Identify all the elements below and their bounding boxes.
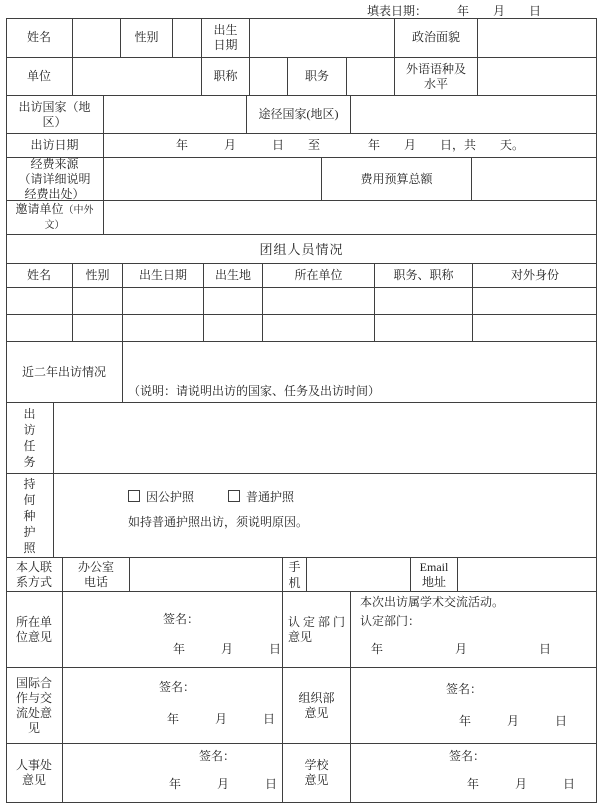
recent-visits-label: 近二年出访情况 bbox=[6, 342, 123, 403]
label-line: 外语语种及 bbox=[405, 61, 466, 76]
inviting-unit-label bbox=[6, 201, 104, 235]
member-cell[interactable] bbox=[6, 288, 73, 315]
member-col-birthplace: 出生地 bbox=[204, 264, 263, 288]
fill-date-header: 填表日期： 年 月 日 bbox=[367, 4, 542, 18]
signature-label: 签名： bbox=[446, 682, 483, 696]
label-line: （请详细说明 bbox=[18, 171, 91, 186]
member-col-name: 姓名 bbox=[6, 264, 73, 288]
certify-dept-label: 认定部门： bbox=[360, 614, 421, 628]
email-input-cell[interactable] bbox=[458, 558, 597, 592]
label-line: 见 bbox=[27, 720, 40, 735]
budget-label: 费用预算总额 bbox=[322, 158, 472, 201]
label-line: 办公室 bbox=[77, 559, 114, 574]
destination-country-label bbox=[6, 96, 104, 134]
member-cell[interactable] bbox=[6, 315, 73, 342]
label-line: 组织部 bbox=[298, 690, 335, 705]
contact-label bbox=[6, 558, 63, 592]
label-line: 系方式 bbox=[15, 574, 52, 589]
passport-type-label bbox=[6, 474, 54, 558]
language-level-input-cell[interactable] bbox=[478, 58, 597, 96]
hr-dept-signature-cell[interactable] bbox=[63, 744, 283, 803]
signature-date-line: 年 月 日 bbox=[371, 642, 552, 656]
label-line: 手机 bbox=[288, 559, 301, 590]
budget-input-cell[interactable] bbox=[472, 158, 597, 201]
label-line: 持何种护照 bbox=[23, 476, 36, 555]
official-passport-checkbox[interactable] bbox=[128, 490, 140, 502]
label-line: 人事处 bbox=[15, 758, 52, 772]
school-opinion-label bbox=[283, 744, 351, 803]
funding-source-label bbox=[6, 158, 104, 201]
label-line: 本人联 bbox=[15, 559, 52, 574]
label-line: 区） bbox=[42, 114, 67, 129]
mobile-label bbox=[283, 558, 307, 592]
hr-dept-opinion-label bbox=[6, 744, 63, 803]
gender-input-cell[interactable] bbox=[173, 18, 202, 58]
member-cell[interactable] bbox=[123, 315, 204, 342]
passport-note: 如持普通护照出访，须说明原因。 bbox=[128, 515, 309, 529]
member-cell[interactable] bbox=[73, 288, 123, 315]
official-passport-label: 因公护照 bbox=[146, 490, 195, 504]
member-cell[interactable] bbox=[73, 315, 123, 342]
passport-type-cell bbox=[54, 474, 597, 558]
birth-date-input-cell[interactable] bbox=[250, 18, 395, 58]
label-line: 邀请单位 bbox=[15, 202, 64, 216]
member-col-unit: 所在单位 bbox=[263, 264, 375, 288]
label-line: 意见 bbox=[304, 773, 329, 787]
label-line: （中外 bbox=[63, 205, 94, 216]
label-line: 日期 bbox=[213, 37, 238, 52]
funding-source-input-cell[interactable] bbox=[104, 158, 322, 201]
title-label: 职称 bbox=[202, 58, 250, 96]
ordinary-passport-label: 普通护照 bbox=[246, 490, 295, 504]
transit-country-label: 途径国家(地区) bbox=[247, 96, 351, 134]
label-line: 国际合 bbox=[15, 675, 52, 690]
intl-office-opinion-label bbox=[6, 668, 63, 744]
name-input-cell[interactable] bbox=[73, 18, 121, 58]
mobile-input-cell[interactable] bbox=[307, 558, 411, 592]
label-line: 水平 bbox=[423, 76, 448, 91]
member-cell[interactable] bbox=[204, 315, 263, 342]
org-dept-opinion-label bbox=[283, 668, 351, 744]
political-status-label: 政治面貌 bbox=[395, 18, 478, 58]
label-line: 地址 bbox=[421, 574, 446, 589]
unit-opinion-label bbox=[6, 592, 63, 668]
member-cell[interactable] bbox=[375, 315, 473, 342]
email-label bbox=[411, 558, 458, 592]
signature-label: 签名： bbox=[163, 612, 200, 626]
label-line: 流处意 bbox=[15, 705, 52, 720]
certify-dept-opinion-cell[interactable] bbox=[351, 592, 597, 668]
group-members-section-title: 团组人员情况 bbox=[6, 235, 597, 264]
recent-visits-note: （说明：请说明出访的国家、任务及出访时间） bbox=[128, 384, 381, 398]
unit-input-cell[interactable] bbox=[73, 58, 202, 96]
unit-opinion-signature-cell[interactable] bbox=[63, 592, 283, 668]
intl-office-signature-cell[interactable] bbox=[63, 668, 283, 744]
gender-label: 性别 bbox=[121, 18, 173, 58]
signature-label: 签名： bbox=[159, 680, 196, 694]
visit-task-input-cell[interactable] bbox=[54, 403, 597, 474]
position-input-cell[interactable] bbox=[347, 58, 395, 96]
label-line: 学校 bbox=[304, 758, 329, 772]
member-cell[interactable] bbox=[375, 288, 473, 315]
label-line: 经费出处） bbox=[24, 186, 85, 201]
signature-label: 签名： bbox=[449, 749, 486, 763]
passport-checkbox-row bbox=[128, 490, 308, 505]
label-line: 意见 bbox=[288, 629, 313, 644]
org-dept-signature-cell[interactable] bbox=[351, 668, 597, 744]
label-line: 电话 bbox=[83, 574, 108, 589]
member-cell[interactable] bbox=[123, 288, 204, 315]
unit-label: 单位 bbox=[6, 58, 73, 96]
school-signature-cell[interactable] bbox=[351, 744, 597, 803]
language-level-label bbox=[395, 58, 478, 96]
certify-dept-opinion-label bbox=[283, 592, 351, 668]
label-line: 意见 bbox=[21, 773, 46, 787]
label-line: 经费来源 bbox=[30, 156, 79, 171]
signature-date-line: 年 月 日 bbox=[169, 777, 278, 791]
signature-label: 签名： bbox=[199, 749, 236, 763]
label-line: 位意见 bbox=[15, 629, 52, 644]
signature-date-line: 年 月 日 bbox=[173, 642, 282, 656]
inviting-unit-input-cell[interactable] bbox=[104, 201, 597, 235]
label-line: 出访任务 bbox=[23, 407, 36, 469]
office-phone-input-cell[interactable] bbox=[130, 558, 283, 592]
label-line: Email bbox=[419, 559, 449, 574]
signature-date-line: 年 月 日 bbox=[167, 712, 276, 726]
label-line: 出生 bbox=[213, 22, 238, 37]
visit-task-label bbox=[6, 403, 54, 474]
signature-date-line: 年 月 日 bbox=[459, 714, 568, 728]
name-label: 姓名 bbox=[6, 18, 73, 58]
certify-note: 本次出访属学术交流活动。 bbox=[360, 595, 505, 609]
birth-date-label bbox=[202, 18, 250, 58]
label-line: 所在单 bbox=[15, 614, 52, 629]
title-input-cell[interactable] bbox=[250, 58, 288, 96]
label-line: 作与交 bbox=[15, 690, 52, 705]
member-cell[interactable] bbox=[263, 315, 375, 342]
member-cell[interactable] bbox=[263, 288, 375, 315]
ordinary-passport-checkbox[interactable] bbox=[228, 490, 240, 502]
label-line: 出访国家（地 bbox=[18, 99, 91, 114]
recent-visits-input-cell[interactable] bbox=[123, 342, 597, 403]
destination-country-input-cell[interactable] bbox=[104, 96, 247, 134]
member-cell[interactable] bbox=[473, 315, 597, 342]
office-phone-label bbox=[63, 558, 130, 592]
label-line: 认定部门 bbox=[288, 614, 349, 629]
label-line: 文） bbox=[44, 220, 65, 231]
member-cell[interactable] bbox=[473, 288, 597, 315]
member-cell[interactable] bbox=[204, 288, 263, 315]
position-label: 职务 bbox=[288, 58, 347, 96]
visit-date-label: 出访日期 bbox=[6, 134, 104, 158]
label-line bbox=[15, 202, 93, 218]
member-col-external-identity: 对外身份 bbox=[473, 264, 597, 288]
transit-country-input-cell[interactable] bbox=[351, 96, 597, 134]
signature-date-line: 年 月 日 bbox=[467, 777, 576, 791]
member-col-birthdate: 出生日期 bbox=[123, 264, 204, 288]
member-col-position-title: 职务、职称 bbox=[375, 264, 473, 288]
visit-date-input-cell[interactable]: 年 月 日 至 年 月 日，共 天。 bbox=[104, 134, 597, 158]
member-col-gender: 性别 bbox=[73, 264, 123, 288]
political-status-input-cell[interactable] bbox=[478, 18, 597, 58]
label-line: 意见 bbox=[304, 705, 329, 720]
